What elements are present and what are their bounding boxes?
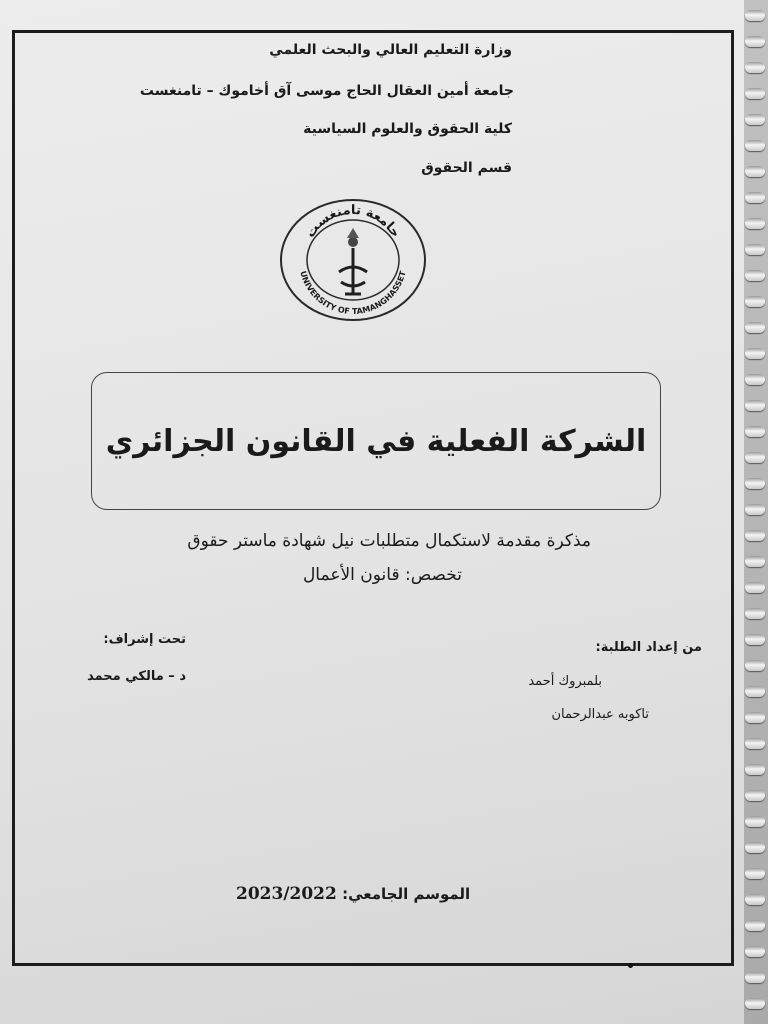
faculty-name: كلية الحقوق والعلوم السياسية: [303, 121, 512, 137]
thesis-description: مذكرة مقدمة لاستكمال متطلبات نيل شهادة ماستر حقوق: [187, 531, 591, 551]
binding-ring: [745, 920, 765, 931]
binding-ring: [745, 504, 765, 515]
binding-ring: [745, 114, 765, 125]
university-name: جامعة أمين العقال الحاج موسى آق أخاموك – تامنغست: [139, 83, 514, 99]
academic-season-label: الموسم الجامعي:: [342, 885, 471, 903]
binding-ring: [745, 192, 765, 203]
binding-ring: [745, 530, 765, 541]
binding-ring: [745, 946, 765, 957]
academic-season-years: 2023/2022: [236, 884, 337, 904]
supervisor-label: تحت إشراف:: [103, 632, 186, 647]
binding-ring: [745, 842, 765, 853]
ministry-name: وزارة التعليم العالي والبحث العلمي: [269, 42, 512, 58]
binding-ring: [745, 738, 765, 749]
binding-ring: [745, 686, 765, 697]
emblem-arabic-text: جامعة تامنغست: [303, 202, 404, 241]
thesis-title-box: [91, 372, 661, 510]
binding-ring: [745, 218, 765, 229]
supervisor-name: د – مالكي محمد: [87, 669, 186, 684]
binding-ring: [745, 322, 765, 333]
binding-ring: [745, 244, 765, 255]
binding-ring: [745, 270, 765, 281]
binding-ring: [745, 426, 765, 437]
thesis-title: الشركة الفعلية في القانون الجزائري: [105, 423, 647, 459]
student-name: تاكوبه عبدالرحمان: [551, 707, 649, 722]
binding-ring: [745, 374, 765, 385]
binding-ring: [745, 582, 765, 593]
binding-ring: [745, 10, 765, 21]
binding-ring: [745, 816, 765, 827]
academic-season: [236, 884, 471, 904]
binding-ring: [745, 608, 765, 619]
binding-ring: [745, 790, 765, 801]
spiral-binding: [740, 0, 768, 1024]
binding-ring: [745, 764, 765, 775]
binding-ring: [745, 36, 765, 47]
binding-ring: [745, 660, 765, 671]
binding-ring: [745, 478, 765, 489]
binding-ring: [745, 140, 765, 151]
binding-ring: [745, 62, 765, 73]
university-emblem-icon: [277, 198, 429, 322]
binding-ring: [745, 348, 765, 359]
binding-ring: [745, 88, 765, 99]
students-label: من إعداد الطلبة:: [595, 640, 702, 655]
binding-ring: [745, 556, 765, 567]
binding-ring: [745, 296, 765, 307]
department-name: قسم الحقوق: [421, 160, 512, 176]
binding-ring: [745, 400, 765, 411]
binding-ring: [745, 166, 765, 177]
binding-ring: [745, 868, 765, 879]
binding-ring: [745, 634, 765, 645]
binding-ring: [745, 998, 765, 1009]
binding-ring: [745, 712, 765, 723]
student-name: بلمبروك أحمد: [528, 674, 602, 689]
binding-ring: [745, 452, 765, 463]
emblem-latin-text: UNIVERSITY OF TAMANGHASSET: [298, 269, 408, 317]
thesis-specialization: تخصص: قانون الأعمال: [302, 565, 462, 585]
page-mark: [628, 963, 633, 968]
binding-ring: [745, 972, 765, 983]
binding-ring: [745, 894, 765, 905]
